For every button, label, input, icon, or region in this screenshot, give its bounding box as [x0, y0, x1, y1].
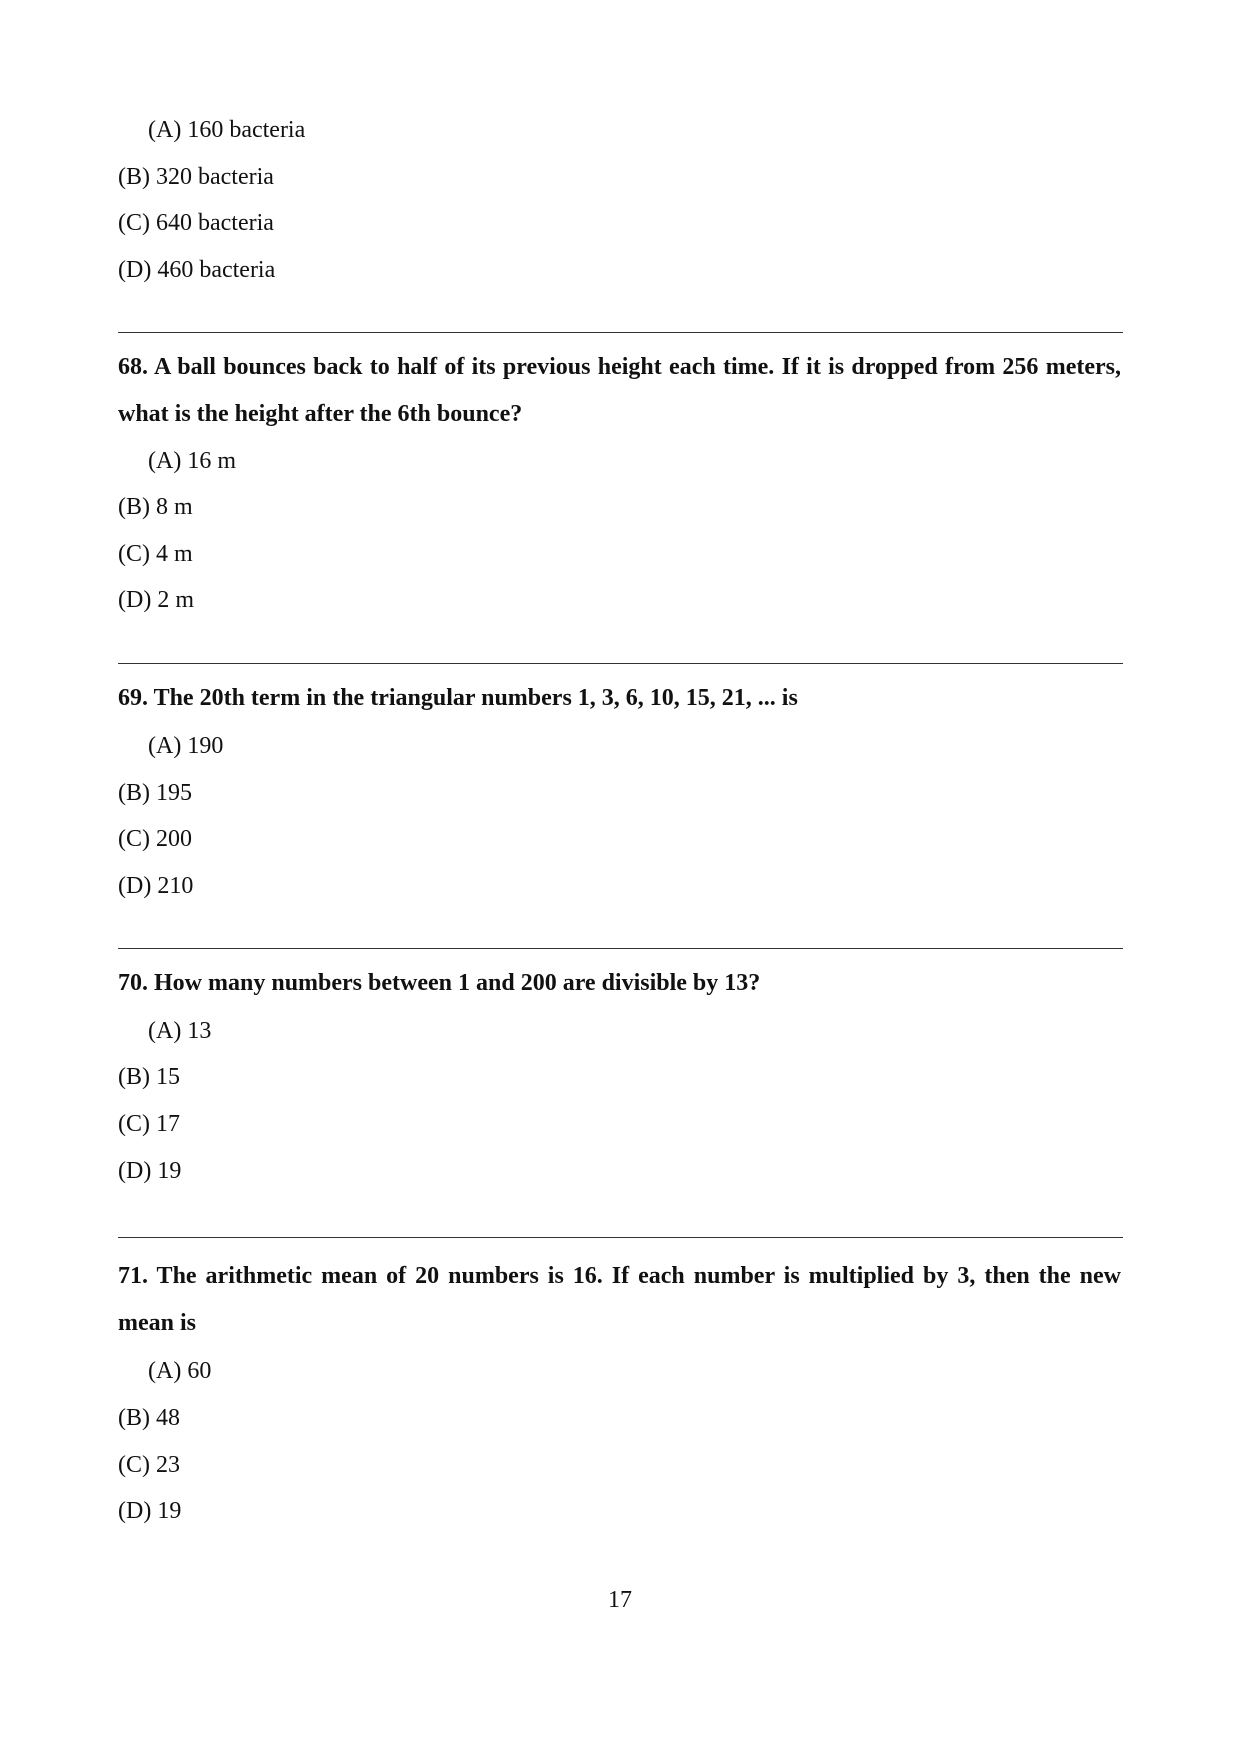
- q69-option-c: (C) 200: [118, 826, 192, 852]
- q68-option-c: (C) 4 m: [118, 541, 193, 567]
- q67-option-d: (D) 460 bacteria: [118, 257, 276, 283]
- page-number: 17: [608, 1587, 632, 1613]
- divider: [118, 1237, 1123, 1238]
- q68-text: 68. A ball bounces back to half of its previous height each time. If it is dropped from 256 meters, what is the height after the 6th bounce?: [118, 354, 1121, 427]
- q69-option-b: (B) 195: [118, 780, 192, 806]
- q71-option-b: (B) 48: [118, 1405, 180, 1431]
- q68-option-d: (D) 2 m: [118, 587, 194, 613]
- q70-option-b: (B) 15: [118, 1064, 180, 1090]
- q67-option-b: (B) 320 bacteria: [118, 164, 274, 190]
- q69-text: 69. The 20th term in the triangular numbers 1, 3, 6, 10, 15, 21, ... is: [118, 685, 798, 711]
- divider: [118, 332, 1123, 333]
- q68-option-a: (A) 16 m: [148, 448, 236, 474]
- divider: [118, 663, 1123, 664]
- q68-option-b: (B) 8 m: [118, 494, 193, 520]
- q70-option-d: (D) 19: [118, 1158, 182, 1184]
- divider: [118, 948, 1123, 949]
- q71-text: 71. The arithmetic mean of 20 numbers is 16. If each number is multiplied by 3, then the new mean is: [118, 1263, 1121, 1336]
- q71-option-a: (A) 60: [148, 1358, 212, 1384]
- q71-option-c: (C) 23: [118, 1452, 180, 1478]
- q70-text: 70. How many numbers between 1 and 200 are divisible by 13?: [118, 970, 761, 996]
- q70-option-a: (A) 13: [148, 1018, 212, 1044]
- q70-option-c: (C) 17: [118, 1111, 180, 1137]
- q69-option-a: (A) 190: [148, 733, 224, 759]
- q69-option-d: (D) 210: [118, 873, 194, 899]
- q67-option-c: (C) 640 bacteria: [118, 210, 274, 236]
- q67-option-a: (A) 160 bacteria: [148, 117, 306, 143]
- q71-option-d: (D) 19: [118, 1498, 182, 1524]
